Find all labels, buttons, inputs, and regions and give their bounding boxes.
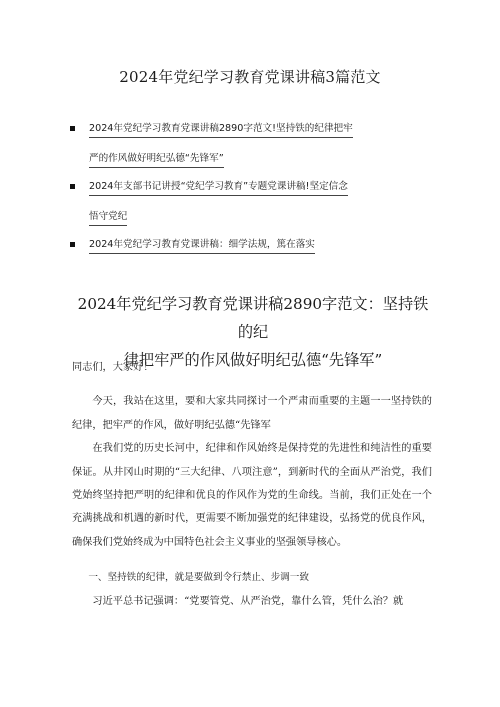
- paragraph: 在我们党的历史长河中，纪律和作风始终是保持党的先进性和纯洁性的重要保证。从井冈山时期的“三大纪律、八项注意”，到新时代的全面从严治党，我们党始终坚持把严明的纪律和优良的作风作为党的生命线。当前，我们正处在一个充满挑战和机遇的新时代，更需要不断加强党的纪律建设，弘扬党的优良作风，确保我们党始终成为中国特色社会主义事业的坚强领导核心。: [72, 443, 432, 548]
- paragraph: 习近平总书记强调：“党要管党、从严治党，靠什么管，凭什么治？就: [92, 595, 404, 607]
- toc-item-link-line1[interactable]: 2024年党纪学习教育党课讲稿2890字范文!坚持铁的纪律把牢: [89, 122, 353, 138]
- toc-item-link-line1[interactable]: 2024年党纪学习教育党课讲稿：细学法规，篤在落实: [89, 238, 315, 254]
- section-heading-line1: 2024年党纪学习教育党课讲稿2890字范文：坚持铁的纪: [77, 295, 429, 341]
- toc-item-link-line2[interactable]: 悟守党纪: [89, 210, 127, 226]
- table-of-contents: [70, 122, 410, 266]
- subheading: 一、坚持铁的纪律，就是要做到令行禁止、步调一致: [88, 572, 309, 584]
- toc-item[interactable]: [70, 122, 410, 168]
- body-text: [72, 356, 432, 613]
- toc-item-link-line1[interactable]: 2024年支部书记讲授“党纪学习教育”专题党课讲稿!坚定信念: [89, 180, 348, 196]
- toc-item-link-line2[interactable]: 严的作风做好明纪弘德“先锋军”: [89, 152, 224, 168]
- document-title: 2024年党纪学习教育党课讲稿3篇范文: [119, 68, 381, 86]
- toc-item[interactable]: [70, 180, 410, 226]
- paragraph: 今天，我站在这里，要和大家共同探讨一个严肃而重要的主题一一坚持铁的纪律，把牢严的作风，做好明纪弘德“先锋军: [72, 396, 432, 431]
- square-bullet-icon: [70, 126, 75, 131]
- toc-item[interactable]: [70, 238, 410, 254]
- square-bullet-icon: [70, 184, 75, 189]
- section-heading-line2: 律把牢严的作风做好明纪弘德“先锋军”: [123, 351, 383, 369]
- greeting: 同志们，大家好！: [72, 362, 154, 373]
- square-bullet-icon: [70, 242, 75, 247]
